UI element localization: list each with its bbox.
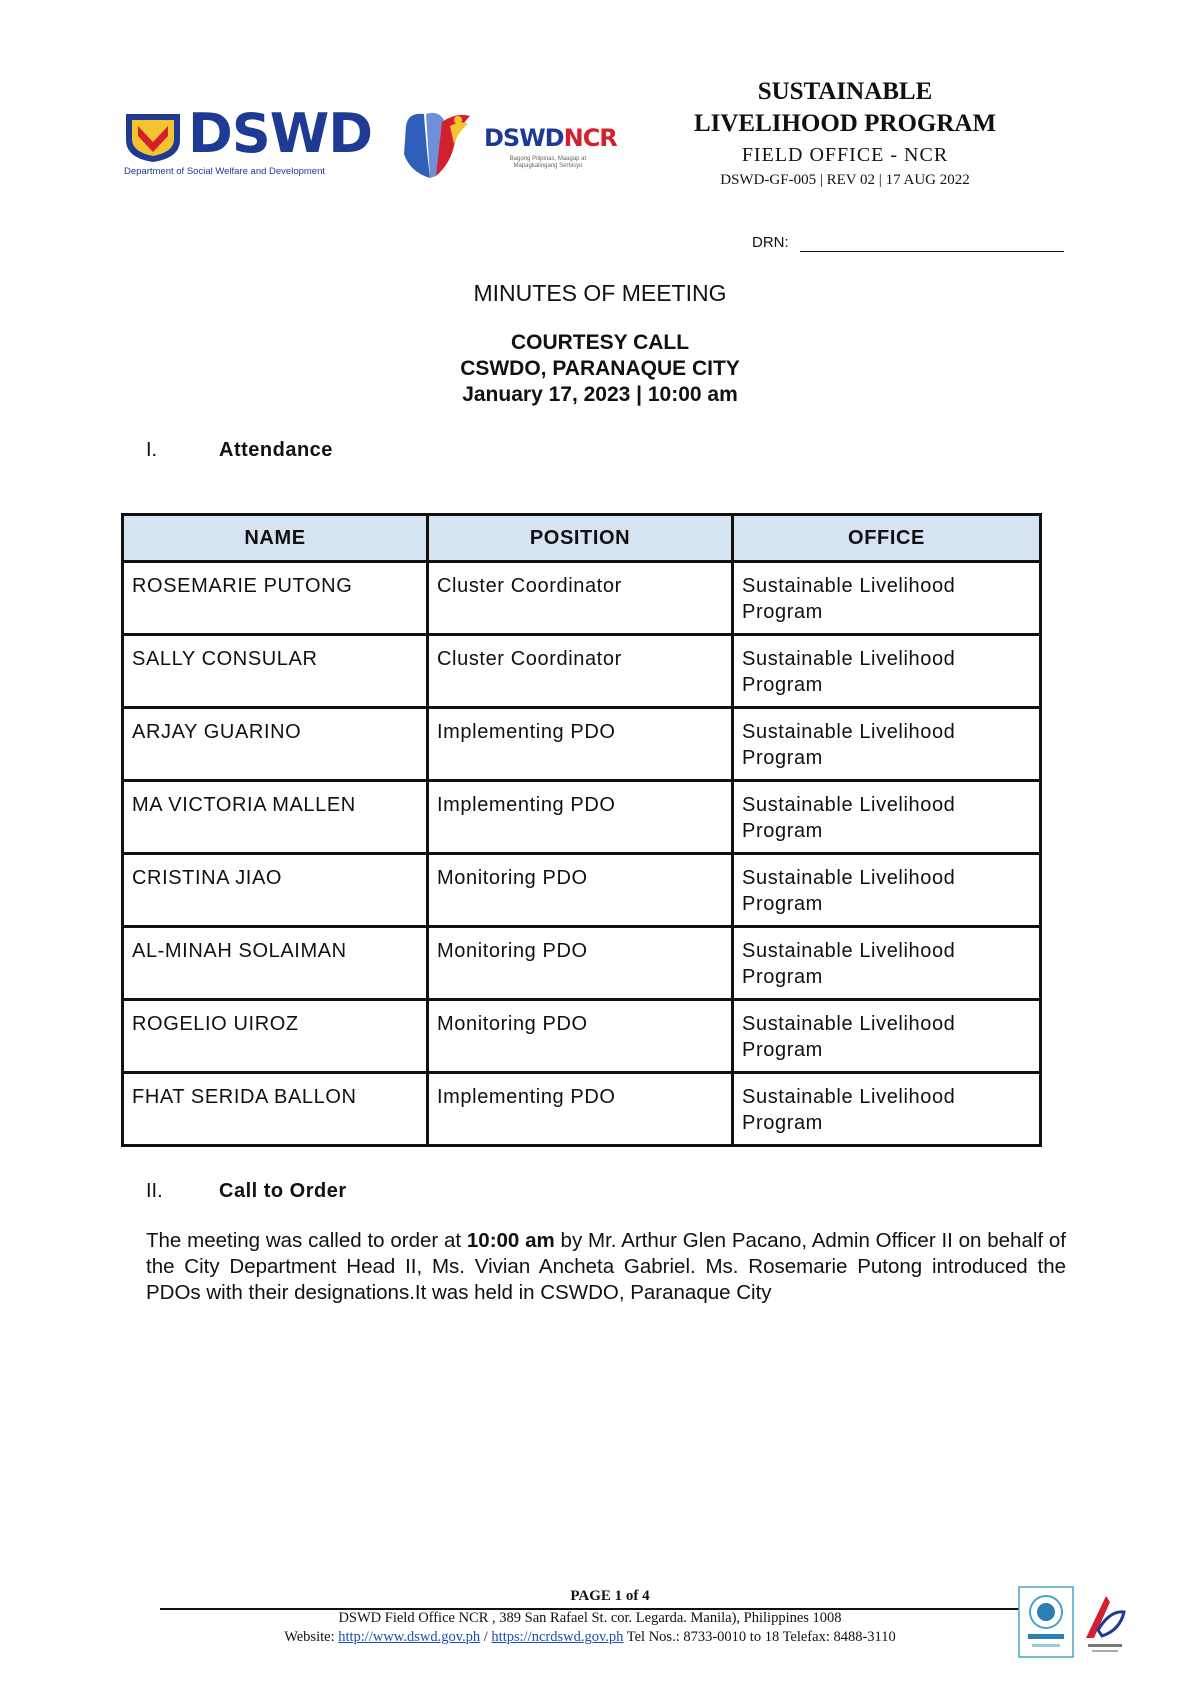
telephone-numbers: Tel Nos.: 8733-0010 to 18 Telefax: 8488-3110 bbox=[623, 1629, 896, 1645]
cell-office: Sustainable Livelihood Program bbox=[733, 635, 1041, 708]
column-header-office: OFFICE bbox=[733, 515, 1041, 562]
attendance-table bbox=[121, 513, 1042, 1147]
cell-position: Cluster Coordinator bbox=[428, 635, 733, 708]
table-row bbox=[123, 1000, 1041, 1073]
cell-position: Cluster Coordinator bbox=[428, 562, 733, 635]
table-row bbox=[123, 854, 1041, 927]
cell-name: FHAT SERIDA BALLON bbox=[123, 1073, 428, 1146]
dswd-wordmark: DSWD bbox=[188, 102, 373, 165]
ncr-website-link[interactable]: https://ncrdswd.gov.ph bbox=[491, 1629, 624, 1645]
cell-office: Sustainable Livelihood Program bbox=[733, 781, 1041, 854]
cell-office: Sustainable Livelihood Program bbox=[733, 708, 1041, 781]
cell-position: Monitoring PDO bbox=[428, 927, 733, 1000]
drn-label: DRN: bbox=[752, 234, 789, 251]
document-heading: MINUTES OF MEETING bbox=[473, 280, 727, 306]
table-row bbox=[123, 635, 1041, 708]
link-separator: / bbox=[480, 1629, 492, 1645]
column-header-name: NAME bbox=[123, 515, 428, 562]
section-number-attendance: I. bbox=[146, 439, 158, 461]
program-title-line-2: LIVELIHOOD PROGRAM bbox=[693, 110, 997, 137]
dswd-logo bbox=[124, 102, 373, 178]
cell-office: Sustainable Livelihood Program bbox=[733, 562, 1041, 635]
table-header-row bbox=[123, 515, 1041, 562]
table-row bbox=[123, 927, 1041, 1000]
cell-office: Sustainable Livelihood Program bbox=[733, 1000, 1041, 1073]
column-header-position: POSITION bbox=[428, 515, 733, 562]
footer-contacts bbox=[200, 1629, 980, 1646]
cell-position: Implementing PDO bbox=[428, 781, 733, 854]
meeting-type: COURTESY CALL bbox=[510, 331, 690, 354]
call-to-order-paragraph bbox=[146, 1228, 1066, 1306]
cell-position: Monitoring PDO bbox=[428, 1000, 733, 1073]
drn-field-line bbox=[800, 251, 1064, 252]
section-title-attendance: Attendance bbox=[219, 439, 333, 461]
cell-name: ROGELIO UIROZ bbox=[123, 1000, 428, 1073]
cell-office: Sustainable Livelihood Program bbox=[733, 927, 1041, 1000]
meeting-title-block bbox=[300, 278, 900, 408]
ncr-wordmark-ncr: NCR bbox=[563, 124, 617, 152]
paragraph-text-start: The meeting was called to order at bbox=[146, 1229, 467, 1252]
program-header bbox=[660, 76, 1030, 190]
accreditation-mark-icon bbox=[1080, 1590, 1130, 1656]
paragraph-text-rest: by Mr. Arthur Glen Pacano, Admin Officer II on behalf of the City Department Head II, Ms. Vivian Ancheta Gabriel. Ms. Rosemarie Putong introduced the PDOs with their designations.It was held in CSWDO, Paranaque City bbox=[146, 1229, 1066, 1304]
section-number-call-to-order: II. bbox=[146, 1180, 163, 1202]
ncr-wordmark bbox=[484, 124, 617, 152]
table-row bbox=[123, 781, 1041, 854]
cell-name: CRISTINA JIAO bbox=[123, 854, 428, 927]
dswd-shield-icon bbox=[124, 112, 182, 164]
paragraph-time: 10:00 am bbox=[466, 1229, 555, 1252]
dswd-website-link[interactable]: http://www.dswd.gov.ph bbox=[338, 1629, 481, 1645]
cell-office: Sustainable Livelihood Program bbox=[733, 854, 1041, 927]
cell-name: AL-MINAH SOLAIMAN bbox=[123, 927, 428, 1000]
page-number: PAGE 1 of 4 bbox=[570, 1588, 650, 1604]
cell-position: Implementing PDO bbox=[428, 708, 733, 781]
ncr-tagline: Bagong Pilipinas, Maagap at Mapagkalingang Serbisyo bbox=[509, 156, 587, 169]
cell-name: MA VICTORIA MALLEN bbox=[123, 781, 428, 854]
cell-position: Implementing PDO bbox=[428, 1073, 733, 1146]
dswd-ncr-logo bbox=[396, 106, 616, 182]
program-title-line-1: SUSTAINABLE bbox=[757, 78, 933, 105]
cell-office: Sustainable Livelihood Program bbox=[733, 1073, 1041, 1146]
field-office: FIELD OFFICE - NCR bbox=[741, 144, 949, 166]
ncr-wordmark-dswd: DSWD bbox=[484, 124, 564, 152]
section-title-call-to-order: Call to Order bbox=[219, 1180, 347, 1202]
footer-address: DSWD Field Office NCR , 389 San Rafael St. cor. Legarda. Manila), Philippines 1008 bbox=[338, 1610, 842, 1626]
cell-position: Monitoring PDO bbox=[428, 854, 733, 927]
document-code: DSWD-GF-005 | REV 02 | 17 AUG 2022 bbox=[720, 172, 970, 188]
meeting-datetime: January 17, 2023 | 10:00 am bbox=[462, 383, 738, 406]
table-row bbox=[123, 708, 1041, 781]
ncr-emblem-icon bbox=[396, 106, 476, 182]
cell-name: ARJAY GUARINO bbox=[123, 708, 428, 781]
cell-name: ROSEMARIE PUTONG bbox=[123, 562, 428, 635]
website-label: Website: bbox=[284, 1629, 339, 1645]
certification-badge-icon bbox=[1018, 1586, 1074, 1658]
table-row bbox=[123, 562, 1041, 635]
cell-name: SALLY CONSULAR bbox=[123, 635, 428, 708]
dswd-subtitle: Department of Social Welfare and Development bbox=[124, 166, 326, 177]
meeting-venue: CSWDO, PARANAQUE CITY bbox=[460, 357, 740, 380]
table-row bbox=[123, 1073, 1041, 1146]
